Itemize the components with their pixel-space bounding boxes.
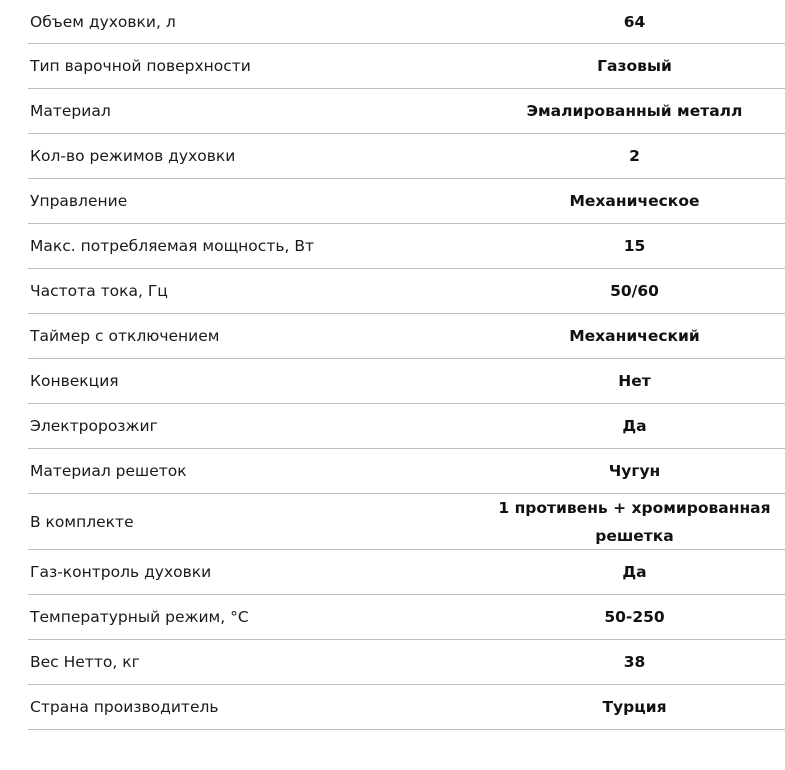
spec-row-country	[28, 685, 785, 730]
spec-row-included	[28, 494, 785, 550]
spec-name: Частота тока, Гц	[30, 282, 168, 300]
spec-name: Страна производитель	[30, 698, 219, 716]
spec-name: Таймер с отключением	[30, 327, 220, 345]
spec-name: Кол-во режимов духовки	[30, 147, 236, 165]
spec-value: 2	[629, 147, 640, 165]
spec-row-net-weight	[28, 640, 785, 685]
spec-name: Управление	[30, 192, 128, 210]
spec-value: Чугун	[608, 462, 661, 480]
spec-row-gas-control	[28, 550, 785, 595]
spec-name: Материал решеток	[30, 462, 187, 480]
spec-row-control	[28, 179, 785, 224]
spec-name: Температурный режим, °C	[30, 608, 249, 626]
spec-row-frequency	[28, 269, 785, 314]
spec-row-timer	[28, 314, 785, 359]
spec-value: 38	[623, 653, 646, 671]
spec-value: 50-250	[604, 608, 665, 626]
spec-value: Механический	[569, 327, 700, 345]
spec-row-material	[28, 89, 785, 134]
spec-name: Тип варочной поверхности	[30, 57, 251, 75]
spec-value: Эмалированный металл	[526, 102, 743, 120]
spec-row-ignition	[28, 404, 785, 449]
spec-value: Газовый	[597, 57, 672, 75]
spec-row-oven-volume	[28, 0, 785, 44]
spec-value: Турция	[602, 698, 667, 716]
specs-table	[28, 0, 785, 730]
spec-value: 50/60	[610, 282, 659, 300]
spec-row-convection	[28, 359, 785, 404]
spec-value: 64	[623, 12, 646, 31]
spec-value: 15	[623, 237, 646, 255]
spec-name: Объем духовки, л	[30, 12, 176, 31]
spec-name: Газ-контроль духовки	[30, 563, 212, 581]
spec-value: Механическое	[569, 192, 700, 210]
spec-value: Нет	[618, 372, 651, 390]
spec-row-temperature	[28, 595, 785, 640]
spec-row-grate-material	[28, 449, 785, 494]
spec-value: 1 противень + хромированная решетка	[498, 498, 771, 545]
spec-name: Материал	[30, 102, 111, 120]
spec-row-hob-type	[28, 44, 785, 89]
spec-row-oven-modes	[28, 134, 785, 179]
spec-value: Да	[622, 563, 647, 581]
spec-name: В комплекте	[30, 512, 134, 531]
spec-name: Электророзжиг	[30, 417, 158, 435]
spec-name: Макс. потребляемая мощность, Вт	[30, 237, 314, 255]
spec-name: Конвекция	[30, 372, 119, 390]
spec-name: Вес Нетто, кг	[30, 653, 140, 671]
spec-value: Да	[622, 417, 647, 435]
spec-row-max-power	[28, 224, 785, 269]
